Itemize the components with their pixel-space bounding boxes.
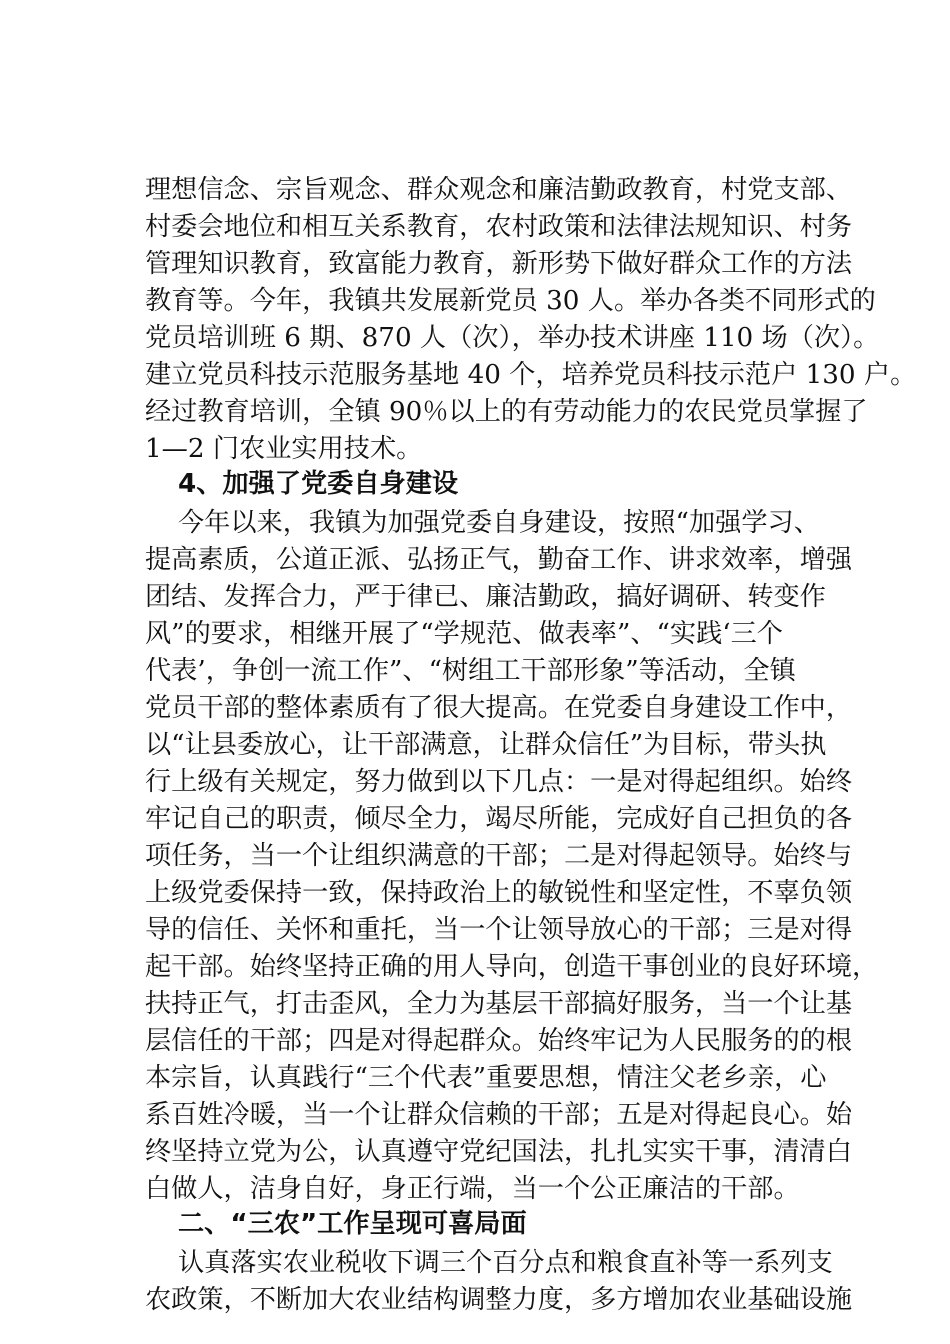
paragraph-line: 党员干部的整体素质有了很大提高。在党委自身建设工作中， — [145, 693, 853, 723]
paragraph-line: 管理知识教育，致富能力教育，新形势下做好群众工作的方法 — [145, 249, 853, 279]
paragraph-line: 终坚持立党为公，认真遵守党纪国法，扎扎实实干事，清清白 — [145, 1137, 853, 1167]
paragraph-line: 村委会地位和相互关系教育，农村政策和法律法规知识、村务 — [145, 212, 853, 242]
section-heading: 4、加强了党委自身建设 — [178, 469, 459, 499]
paragraph-line: 风”的要求，相继开展了“学规范、做表率”、“实践‘三个 — [145, 619, 783, 649]
paragraph-line: 党员培训班 6 期、870 人（次），举办技术讲座 110 场（次）。 — [145, 323, 880, 353]
paragraph-line: 白做人，洁身自好，身正行端，当一个公正廉洁的干部。 — [145, 1174, 800, 1204]
paragraph-line: 本宗旨，认真践行“三个代表”重要思想，情注父老乡亲，心 — [145, 1063, 827, 1093]
paragraph-line: 导的信任、关怀和重托，当一个让领导放心的干部；三是对得 — [145, 915, 853, 945]
paragraph-line: 项任务，当一个让组织满意的干部；二是对得起领导。始终与 — [145, 841, 853, 871]
paragraph-line: 今年以来，我镇为加强党委自身建设，按照“加强学习、 — [178, 508, 820, 538]
paragraph-line: 行上级有关规定，努力做到以下几点：一是对得起组织。始终 — [145, 767, 853, 797]
paragraph-line: 建立党员科技示范服务基地 40 个，培养党员科技示范户 130 户。 — [145, 360, 917, 390]
paragraph-line: 认真落实农业税收下调三个百分点和粮食直补等一系列支 — [178, 1248, 833, 1278]
paragraph-line: 团结、发挥合力，严于律已、廉洁勤政，搞好调研、转变作 — [145, 582, 826, 612]
section-heading: 二、“三农”工作呈现可喜局面 — [178, 1209, 527, 1239]
paragraph-line: 教育等。今年，我镇共发展新党员 30 人。举办各类不同形式的 — [145, 286, 876, 316]
paragraph-line: 代表’，争创一流工作”、“树组工干部形象”等活动，全镇 — [145, 656, 796, 686]
paragraph-line: 农政策，不断加大农业结构调整力度，多方增加农业基础设施 — [145, 1285, 853, 1315]
paragraph-line: 上级党委保持一致，保持政治上的敏锐性和坚定性，不辜负领 — [145, 878, 853, 908]
paragraph-line: 提高素质，公道正派、弘扬正气，勤奋工作、讲求效率，增强 — [145, 545, 853, 575]
paragraph-line: 以“让县委放心，让干部满意，让群众信任”为目标，带头执 — [145, 730, 827, 760]
paragraph-line: 牢记自己的职责，倾尽全力，竭尽所能，完成好自己担负的各 — [145, 804, 853, 834]
paragraph-line: 层信任的干部；四是对得起群众。始终牢记为人民服务的的根 — [145, 1026, 853, 1056]
paragraph-line: 扶持正气，打击歪风，全力为基层干部搞好服务，当一个让基 — [145, 989, 853, 1019]
paragraph-line: 系百姓冷暖，当一个让群众信赖的干部；五是对得起良心。始 — [145, 1100, 853, 1130]
paragraph-line: 起干部。始终坚持正确的用人导向，创造干事创业的良好环境， — [145, 952, 879, 982]
paragraph-line: 1—2 门农业实用技术。 — [145, 434, 423, 464]
paragraph-line: 经过教育培训，全镇 90％以上的有劳动能力的农民党员掌握了 — [145, 397, 868, 427]
paragraph-line: 理想信念、宗旨观念、群众观念和廉洁勤政教育，村党支部、 — [145, 175, 853, 205]
